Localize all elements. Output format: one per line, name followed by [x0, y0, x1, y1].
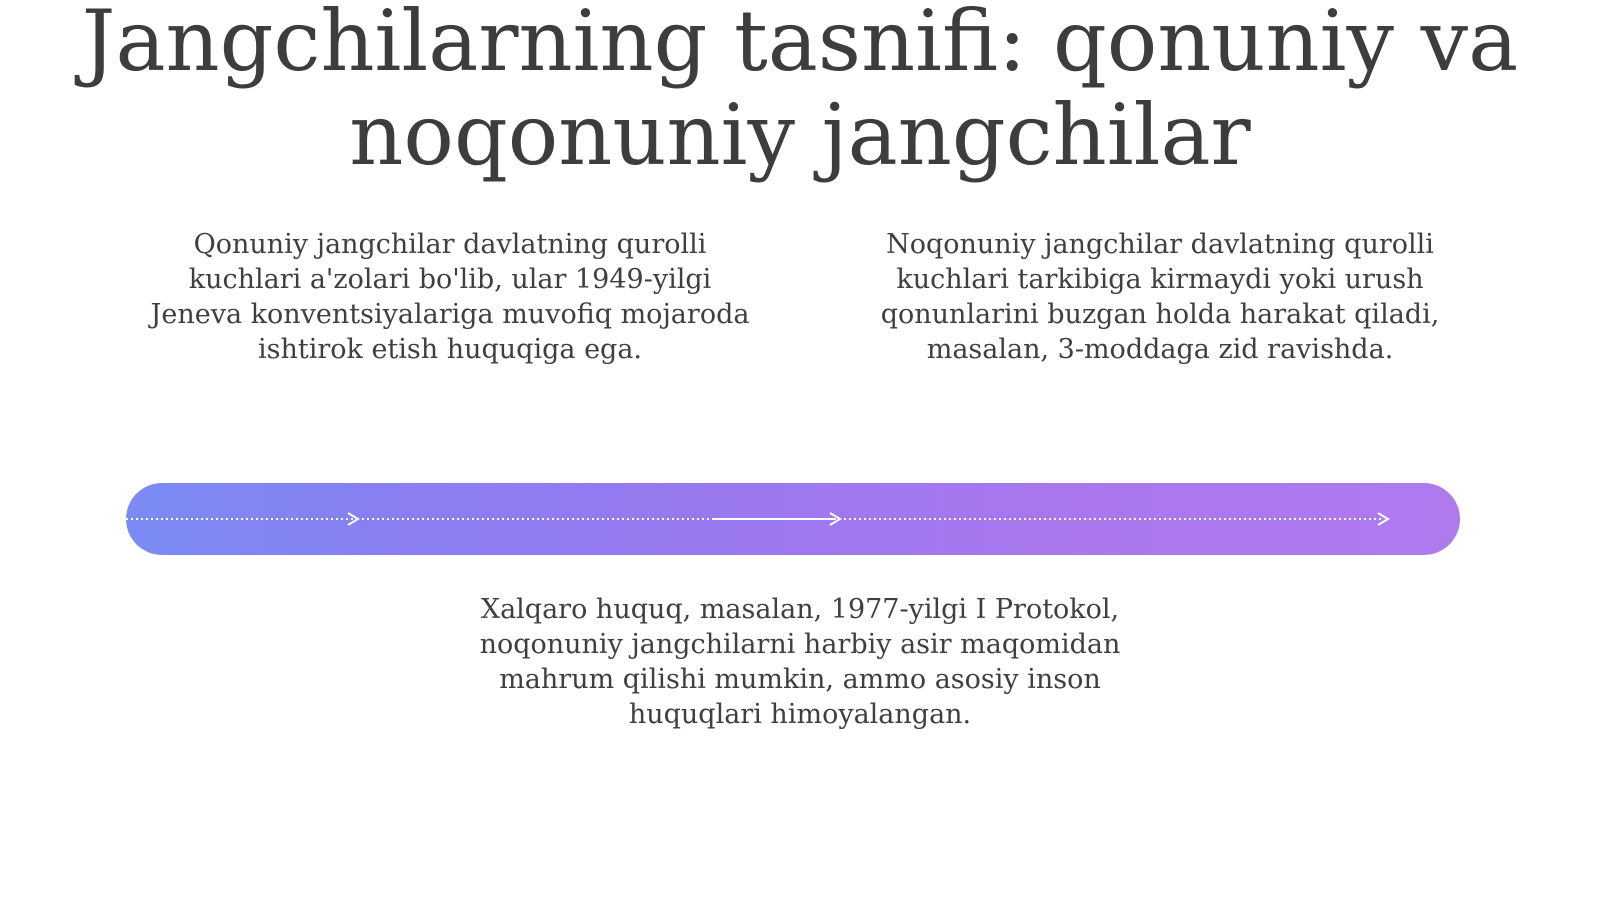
lawful-combatants-text: Qonuniy jangchilar davlatning qurolli kuchlari a'zolari bo'lib, ular 1949-yilgi Jeneva konventsiyalariga muvofiq mojaroda ishtirok etish huquqiga ega. [150, 229, 750, 365]
international-law-text: Xalqaro huquq, masalan, 1977-yilgi I Protokol, noqonuniy jangchilarni harbiy asir maqomidan mahrum qilishi mumkin, ammo asosiy inson huquqlari himoyalangan. [479, 594, 1121, 730]
timeline-arrows [126, 483, 1460, 555]
unlawful-combatants-text: Noqonuniy jangchilar davlatning qurolli kuchlari tarkibiga kirmaydi yoki urush qonunlarini buzgan holda harakat qiladi, masalan, 3-moddaga zid ravishda. [880, 229, 1440, 365]
page-title: Jangchilarning tasnifi: qonuniy va noqonuniy jangchilar [81, 0, 1519, 184]
timeline-bar [126, 483, 1460, 555]
